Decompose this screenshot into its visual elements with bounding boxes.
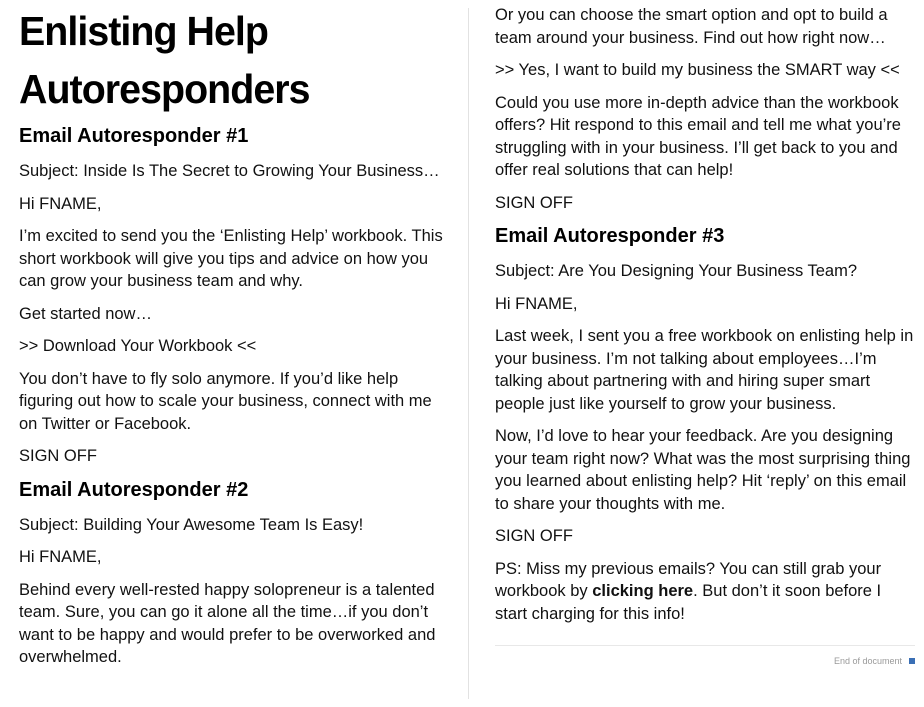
document-title-line-2: Autoresponders: [19, 66, 310, 112]
document-title-line-1: Enlisting Help: [19, 8, 268, 54]
email-2-section: [19, 478, 449, 669]
email-1-body-1: I’m excited to send you the ‘Enlisting Help’ workbook. This short workbook will give you tips and advice on how you can grow your business team and why.: [19, 227, 443, 290]
end-of-document-marker: [834, 656, 915, 666]
clicking-here-link[interactable]: clicking here: [592, 582, 694, 600]
column-divider: [468, 8, 469, 699]
email-2-body-2: Or you can choose the smart option and opt to build a team around your business. Find out how right now…: [495, 6, 888, 47]
email-3-signoff: SIGN OFF: [495, 527, 573, 545]
email-2-cta: >> Yes, I want to build my business the SMART way <<: [495, 61, 900, 79]
email-1-cta: >> Download Your Workbook <<: [19, 337, 257, 355]
email-3-greeting: Hi FNAME,: [495, 294, 578, 313]
email-1-subject: Subject: Inside Is The Secret to Growing Your Business…: [19, 162, 440, 180]
email-3-ps: [495, 558, 915, 626]
email-3-subject: Subject: Are You Designing Your Business Team?: [495, 262, 858, 280]
email-1-heading: Email Autoresponder #1: [19, 125, 249, 147]
email-1-section: [19, 124, 449, 468]
email-2-greeting: Hi FNAME,: [19, 548, 102, 566]
email-3-ps-after: . But don’t it soon before I start charging for this info!: [495, 582, 882, 623]
end-square-icon: [909, 658, 915, 664]
email-3-body-1: Last week, I sent you a free workbook on enlisting help in your business. I’m not talking about employees…I’m talking about partnering with and hiring super smart people just like yourself to grow your business.: [495, 327, 914, 413]
left-column: [19, 0, 449, 707]
email-2-body-1: Behind every well-rested happy solopreneur is a talented team. Sure, you can go it alone all the time…if you don’t want to be happy and would prefer to be overworked and overwhelmed.: [19, 580, 436, 666]
email-2-body-3: Could you use more in-depth advice than the workbook offers? Hit respond to this email and tell me what you’re struggling with in your business. I’ll get back to you and offer real solutions that can help!: [495, 93, 901, 179]
email-3-ps-before: PS: Miss my previous emails? You can still grab your workbook by: [495, 559, 882, 600]
right-column: [495, 0, 915, 707]
email-2-heading: Email Autoresponder #2: [19, 478, 249, 501]
email-2-subject: Subject: Building Your Awesome Team Is Easy!: [19, 515, 364, 534]
email-3-heading: Email Autoresponder #3: [495, 225, 725, 247]
email-3-body-2: Now, I’d love to hear your feedback. Are you designing your team right now? What was the most surprising thing you learned about enlisting help? Hit ‘reply’ on this email to share your thoughts with me.: [495, 427, 911, 513]
email-1-body-3: You don’t have to fly solo anymore. If you’d like help figuring out how to scale your business, connect with me on Twitter or Facebook.: [19, 369, 432, 433]
email-1-greeting: Hi FNAME,: [19, 194, 102, 213]
email-2-signoff: SIGN OFF: [495, 193, 573, 212]
end-of-document-label: End of document: [833, 656, 902, 666]
email-1-body-2: Get started now…: [19, 304, 152, 323]
email-3-section: [495, 224, 915, 625]
email-1-signoff: SIGN OFF: [19, 447, 97, 465]
document-title: [19, 0, 432, 118]
end-of-document-rule: [495, 645, 915, 646]
